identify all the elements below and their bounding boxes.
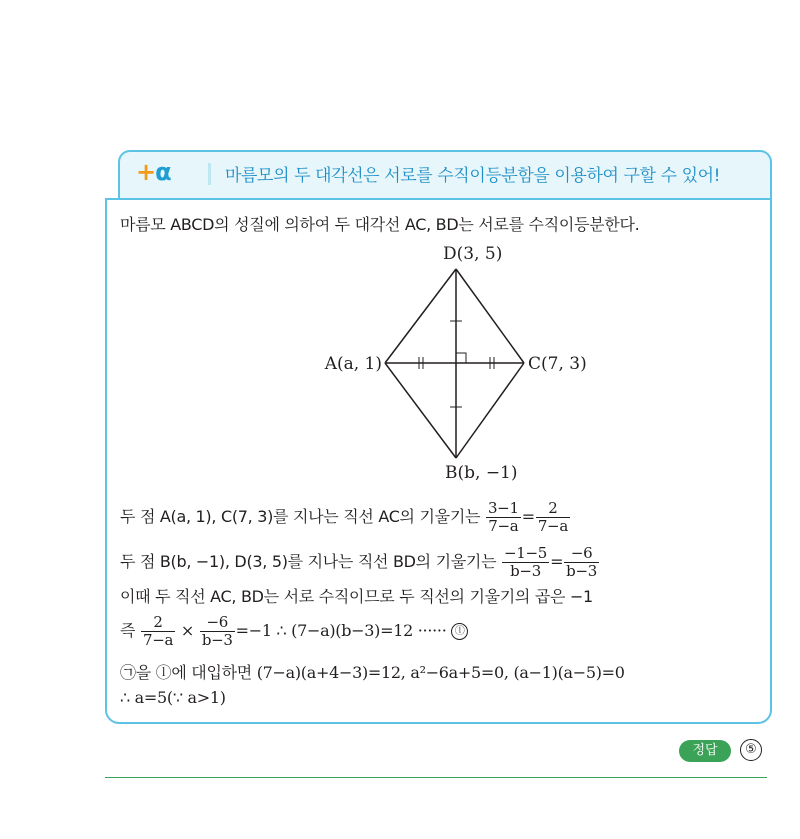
fraction-denominator: 7−a [142,631,174,649]
answer-badge: 정답 [679,740,731,762]
side-cb [456,363,524,458]
point-label-c: C(7, 3) [528,354,587,374]
slope-ac-simplified [536,500,570,535]
right-angle-mark [456,353,466,363]
plus-alpha-logo [136,158,171,186]
solution-line-5: ㉠을 ⓛ에 대입하면 (7−a)(a+4−3)=12, a²−6a+5=0, (a−1)(a−5)=0 [120,663,625,682]
line4-prefix: 즉 [120,621,136,640]
fraction-numerator: 2 [536,500,570,518]
slope-bd-fraction [502,545,549,580]
intro-text: 마름모 ABCD의 성질에 의하여 두 대각선 AC, BD는 서로를 수직이등분한다. [120,215,640,234]
side-ad [385,269,456,363]
equals-sign: = [521,507,535,526]
solution-line-3: 이때 두 직선 AC, BD는 서로 수직이므로 두 직선의 기울기의 곱은 −1 [120,587,593,606]
answer-number: ⑤ [740,739,762,761]
fraction-denominator: b−3 [201,631,233,649]
fraction-numerator: −1−5 [504,544,548,562]
circled-marker: ⓛ [451,623,468,640]
plus-symbol: + [136,158,156,186]
fraction-numerator: −6 [200,614,235,632]
product-fraction-1 [141,614,175,649]
header-divider [208,163,211,185]
point-label-d: D(3, 5) [443,244,503,264]
side-dc [456,269,524,363]
section-title: 마름모의 두 대각선은 서로를 수직이등분함을 이용하여 구할 수 있어! [225,166,721,186]
fraction-denominator: 7−a [537,517,568,535]
line2-text: 두 점 B(b, −1), D(3, 5)를 지나는 직선 BD의 기울기는 [120,552,497,571]
solution-line-6: ∴ a=5(∵ a>1) [120,688,226,707]
times-sign: × [180,621,195,640]
fraction-numerator: 2 [141,614,175,632]
slope-ac-fraction [486,500,521,535]
solution-line-2 [120,545,600,580]
fraction-denominator: 7−a [488,517,519,535]
equals-sign: = [550,552,564,571]
alpha-symbol: α [155,158,171,186]
slope-bd-simplified [564,545,599,580]
line1-text: 두 점 A(a, 1), C(7, 3)를 지나는 직선 AC의 기울기는 [120,507,481,526]
fraction-numerator: 3−1 [487,499,519,517]
side-ba [385,363,456,458]
solution-line-1 [120,500,571,535]
point-label-b: B(b, −1) [445,463,518,483]
product-fraction-2 [200,614,235,649]
footer-divider [105,777,767,778]
solution-line-4 [120,614,468,649]
fraction-denominator: b−3 [566,562,597,580]
fraction-denominator: b−3 [510,562,541,580]
equation-result: =−1 ∴ (7−a)(b−3)=12 ······ [235,621,447,640]
point-label-a: A(a, 1) [324,354,382,374]
fraction-numerator: −6 [564,545,599,563]
rhombus-diagram [300,233,620,483]
